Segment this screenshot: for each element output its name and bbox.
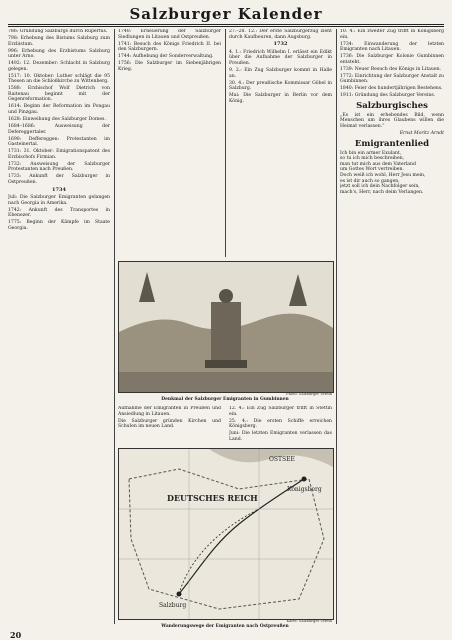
calendar-entry: 1744: Aufhebung der Sonderverwaltung. [118,54,214,60]
column-2-lower-entries [118,406,221,430]
page-number: 20 [10,630,22,640]
calendar-entry: 12. 4.: Ein Zug Salzburger trifft in Stettin ein. [229,406,332,417]
calendar-entry: 1588: Erzbischof Wolf Dietrich von Raitenau beginnt mit der Gegenreformation. [8,86,110,103]
map-label-salzburg: Salzburg [159,602,187,609]
calendar-entry: 996: Erhebung des Erzbistums Salzburg unter Arno. [8,48,110,60]
column-3-entries [229,29,332,40]
memorial-image [119,262,333,392]
photo-caption: Denkmal der Salzburger Emigranten in Gumbinnen [161,397,289,402]
calendar-entry: 1517: 10. Oktober: Luther schlägt die 95 Thesen an die Schloßkirche zu Wittenberg. [8,73,110,85]
calendar-entry: Mai: Die Salzburger in Berlin vor dem König. [229,93,332,104]
poem-line: man tut mich aus dem Vaterland [340,161,416,167]
column-1 [8,29,110,624]
calendar-entry: 1911: Gründung des Salzburger Vereins. [340,93,436,99]
calendar-entry: 1742: Ankunft des Transportes in Ebenezer. [8,207,110,219]
photo-credit: Photo: Salzburger Verein [286,392,332,396]
column-divider [225,29,226,257]
column-4 [340,29,444,624]
column-divider [114,29,115,624]
calendar-entry: 30. 4.: Der preußische Kommissar Göbel in Salzburg. [229,80,332,92]
calendar-entry: 4. 1.: Friedrich Wilhelm I. erlässt ein Edikt über die Aufnahme der Salzburger in Preußen. [229,49,332,66]
column-3-lower-entries [229,406,332,442]
poem-line: Ich bin ein armer Exulant, [340,150,402,156]
calendar-entry: 1739: Neuer Besuch des Königs in Litauen. [340,66,441,72]
poem-block [340,151,444,196]
calendar-page [8,4,444,640]
year-heading: 1734 [52,186,66,193]
calendar-entry: 786: Gründung Salzburgs durch Rupertus. [8,29,108,34]
calendar-entry: 25. 4.: Die ersten Schiffe erreichen Königsberg. [229,418,332,430]
emigration-map [118,448,334,620]
poem-line: Doch weiß ich wohl, Herr Jesu mein, [340,173,426,179]
column-1-entries-2 [8,195,110,231]
quote-block [340,113,444,130]
quote-source: Ernst Moritz Arndt [399,131,444,137]
map-caption: Wanderungswege der Emigranten nach Ostpreußen [161,624,289,629]
calendar-entry: 1690: Deffereggen: Protestanten im Gasteinertal. [8,136,110,148]
memorial-photo [118,261,334,393]
calendar-entry: Juli: Die Salzburger Emigranten gelangen nach Georgia in Amerika. [8,195,110,206]
column-3-entries-2 [229,50,332,105]
calendar-entry: 1840: Feier des hundertjährigen Bestehens. [340,86,443,92]
column-3 [229,29,332,257]
column-1-entries [8,29,110,186]
calendar-entry: 1731: 31. Oktober: Emigrationspatent des Erzbischofs Firmian. [8,149,110,160]
header-rule [8,24,444,25]
header-rule-2 [8,26,444,27]
calendar-entry: 1772: Einrichtung der Salzburger Anstalt zu Gumbinnen. [340,73,444,85]
calendar-entry: 1741: Besuch des Königs Friedrich II. bei den Salzburgern. [118,41,221,53]
calendar-entry: 1775: Beginn der Kämpfe im Staate Georgia. [8,220,110,231]
map-image [119,449,333,619]
poem-line: so tu ich mich beschreiben, [340,156,405,162]
column-3-lower [229,406,332,444]
column-divider [336,29,337,624]
calendar-entry: 1492: 12. Dezember: Schlacht in Salzburg gelegen. [8,61,110,72]
calendar-entry: 1732: Ausweisung der Salzburger Protestanten nach Preußen. [8,161,110,173]
calendar-entry: Aufnahme der Emigranten in Preußen und Ansiedlung in Litauen. [118,406,221,417]
poem-line: mach's, Herr, nach deim Verlangen. [340,189,424,195]
map-label-koenigsberg: Königsberg [287,486,322,493]
year-heading: 1732 [273,41,288,48]
calendar-entry: 27.–28. 12.: Der erste Salzburgerzug zieht durch Kaufbeuren, dann Augsburg. [229,29,332,40]
calendar-entry: 10. 4.: Ein zweiter Zug trifft in Königsberg ein. [340,29,444,40]
quote-text: „Es ist ein erhebendes Bild, wenn Menschen um ihres Glaubens willen die Heimat verlassen.“ [340,112,444,130]
poem-line: jetzt soll ich dein Nachfolger sein, [340,184,420,190]
section-heading: Emigrantenlied [354,138,430,149]
poem-line: es ist dir auch so gangen, [340,178,400,184]
column-4-entries [340,29,444,99]
calendar-entry: Juni: Die letzten Emigranten verlassen das Land. [229,431,332,442]
map-label-country: DEUTSCHES REICH [167,493,258,503]
calendar-entry: 1734: Einwanderung der letzten Emigranten nach Litauen. [340,41,444,53]
calendar-entry: 1756: Die Salzburger im Siebenjährigen Krieg. [118,61,221,72]
calendar-entry: 798: Erhebung des Bistums Salzburg zum Erzbistum. [8,35,110,47]
calendar-entry: 1684–1686: Ausweisung der Defereggertaler. [8,124,110,135]
section-heading: Salzburgisches [356,100,428,111]
calendar-entry: 1628: Einweihung des Salzburger Domes. [8,117,106,123]
map-label-sea: OSTSEE [269,456,295,463]
calendar-entry: 1733: Ankunft der Salzburger in Ostpreußen. [8,174,110,185]
calendar-entry: 1740: Erneuerung der Salzburger Siedlungen in Litauen und Ostpreußen. [118,29,221,40]
column-2-entries [118,29,221,72]
page-title: Salzburger Kalender [129,5,323,23]
calendar-entry: 9. 2.: Ein Zug Salzburger kommt in Halle an. [229,67,332,79]
poem-line: um Gottes Wort vertreiben. [340,167,404,173]
map-credit: Karte: Salzburger Verein [286,619,332,623]
calendar-entry: Die Salzburger gründen Kirchen und Schulen im neuen Land. [118,418,221,430]
calendar-entry: 1614: Beginn der Reformation im Pongau und Pinzgau. [8,104,110,116]
calendar-entry: 1736: Die Salzburger Kolonie Gumbinnen entsteht. [340,54,444,65]
column-4-sections [340,101,444,196]
column-2-lower [118,406,221,444]
column-2 [118,29,221,257]
